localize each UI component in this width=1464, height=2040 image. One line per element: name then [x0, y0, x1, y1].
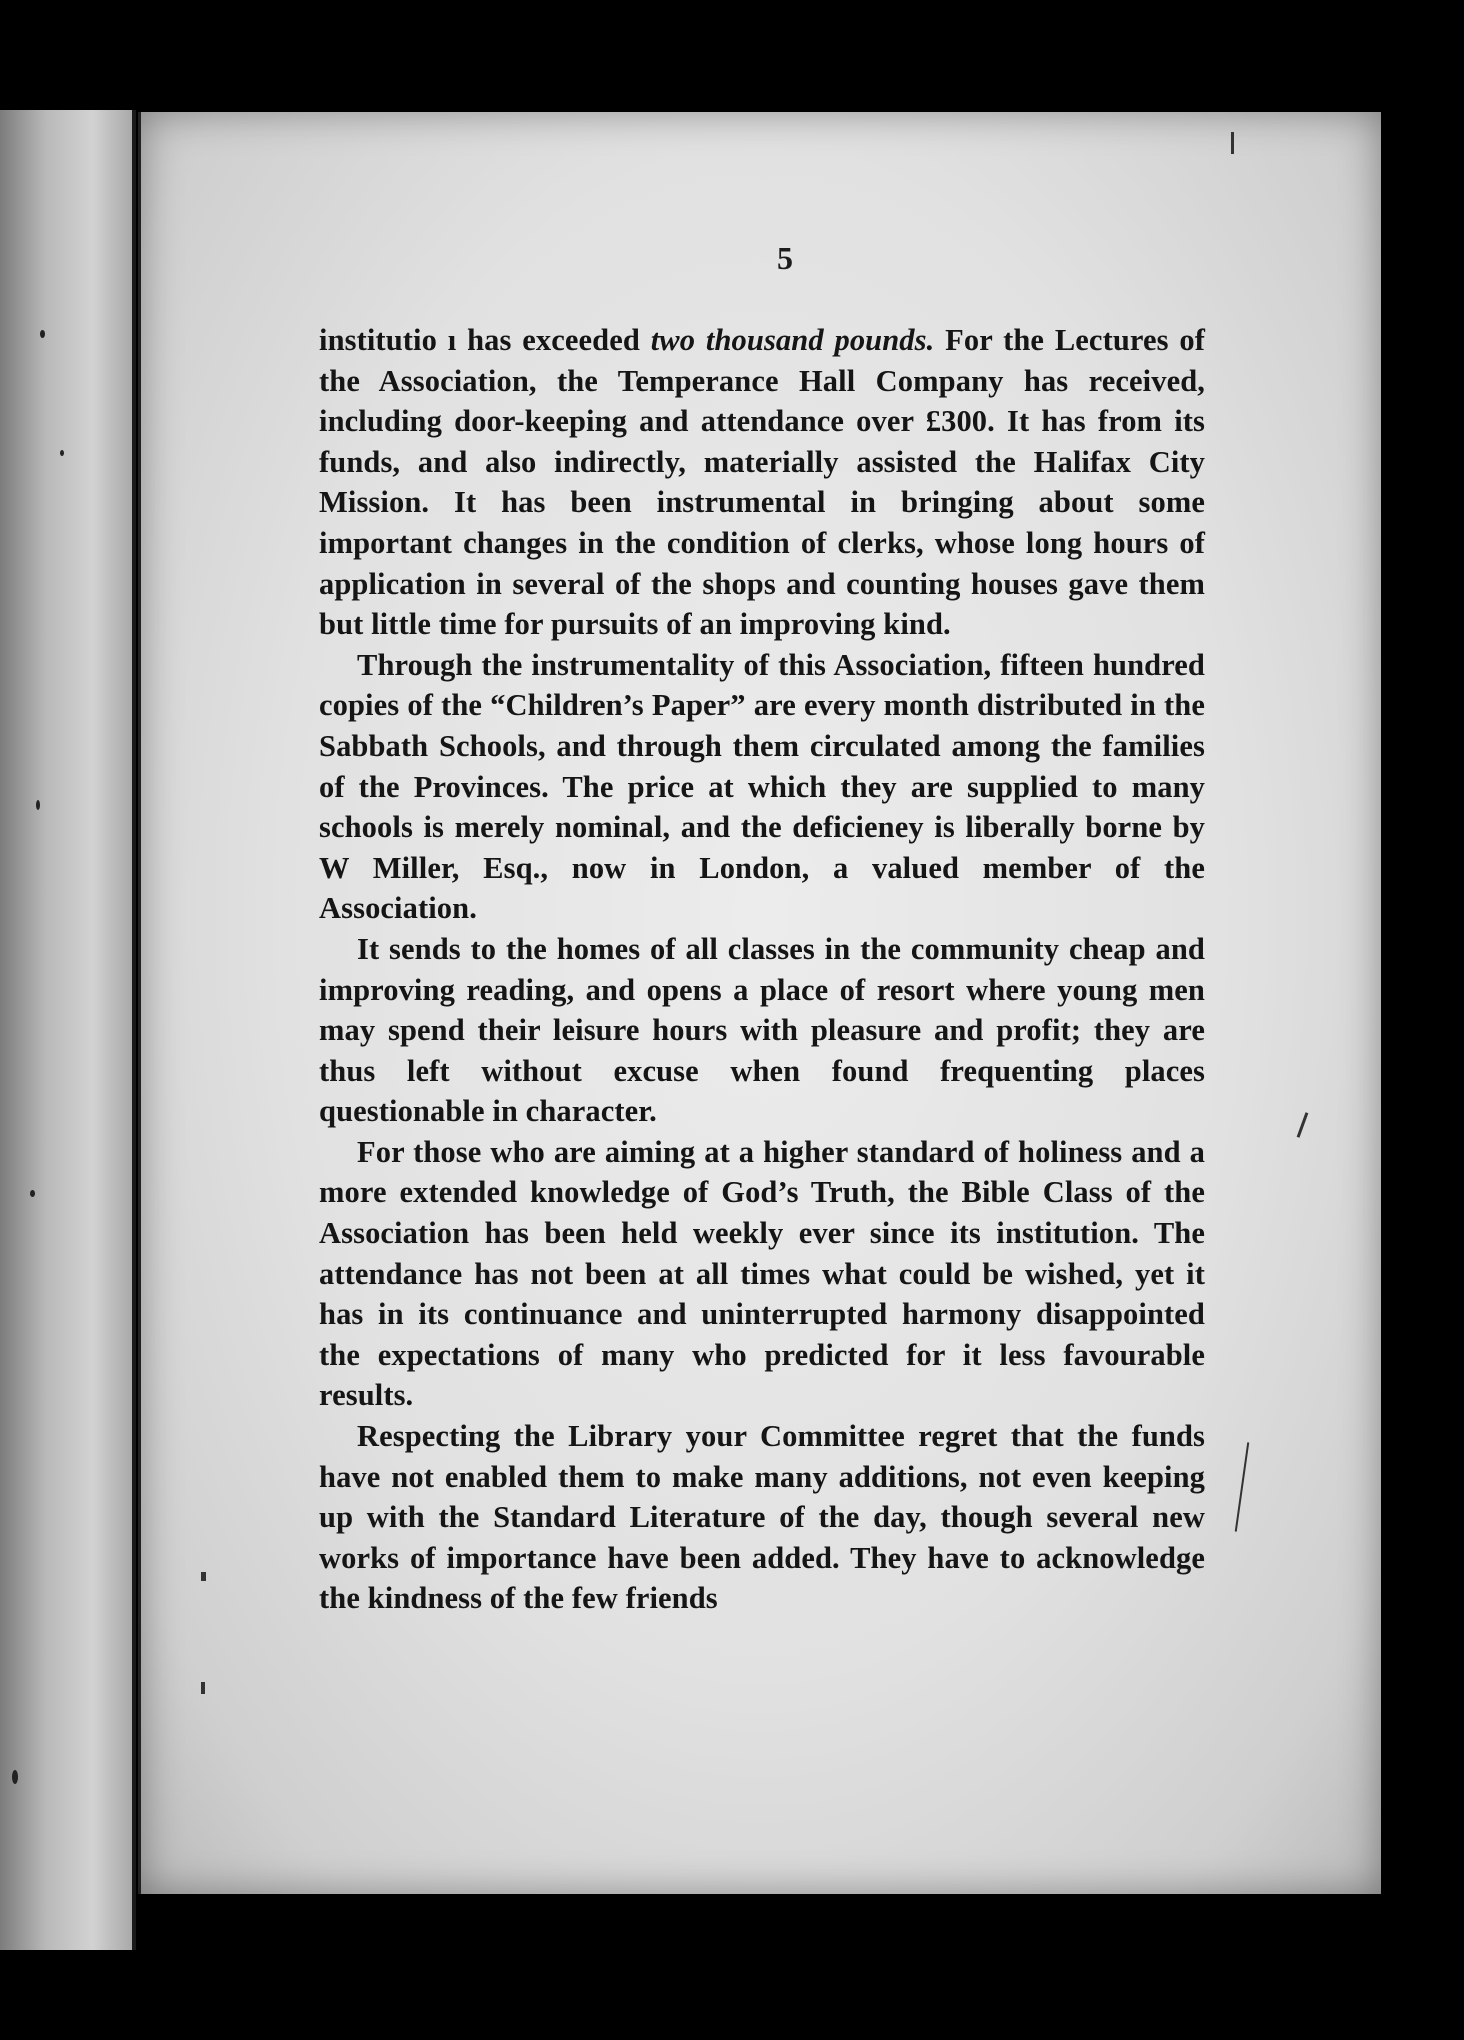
page-number: 5 — [777, 240, 793, 276]
facing-page-edge — [0, 110, 136, 1950]
scan-speck — [36, 800, 40, 810]
document-page — [138, 112, 1381, 1894]
scan-speck — [12, 1770, 18, 1784]
paragraph-1 — [319, 320, 1205, 645]
paragraph-4: For those who are aiming at a higher standard of holiness and a more extended knowledge of God’s Truth, the Bible Class of the Association has been held weekly ever since its institution. The attendance has not been at all times what could be wished, yet it has in its continuance and uninterrupted harmony disappointed the expectations of many who predicted for it less favourable results. — [319, 1134, 1205, 1413]
scan-speck — [60, 450, 64, 456]
paragraph-1-rest: For the Lectures of the Association, the Temperance Hall Company has received, including door-keeping and attendance over £300. It has from its funds, and also indirectly, materially assisted the Halifax City Mission. It has been instrumental in bringing about some important changes in the condition of clerks, whose long hours of application in several of the shops and counting houses gave them but little time for pursuits of an improving kind. — [319, 323, 1205, 642]
scan-speck — [40, 330, 45, 338]
paragraph-3: It sends to the homes of all classes in the community cheap and improving reading, and opens a place of resort where young men may spend their leisure hours with pleasure and profit; they are thus left without excuse when found frequenting places questionable in character. — [319, 931, 1205, 1129]
scan-mark — [1235, 1442, 1250, 1531]
body-text — [319, 320, 1205, 1619]
paragraph-1-start: institutio ı has exceeded — [319, 323, 651, 357]
scan-mark — [1231, 132, 1234, 154]
paragraph-1-emphasis: two thousand pounds. — [650, 323, 935, 357]
paragraph-5: Respecting the Library your Committee regret that the funds have not enabled them to make many additions, not even keeping up with the Standard Literature of the day, though several new works of importance have been added. They have to acknowledge the kindness of the few friends — [319, 1419, 1205, 1616]
scan-mark — [201, 1682, 205, 1694]
scan-mark — [1297, 1112, 1309, 1137]
scan-speck — [30, 1190, 35, 1197]
scan-mark — [201, 1572, 206, 1581]
paragraph-2: Through the instrumentality of this Association, fifteen hundred copies of the “Children’s Paper” are every month distributed in the Sabbath Schools, and through them circulated among the families of the Provinces. The price at which they are supplied to many schools is merely nominal, and the deficieney is liberally borne by W Miller, Esq., now in London, a valued member of the Association. — [319, 647, 1205, 926]
